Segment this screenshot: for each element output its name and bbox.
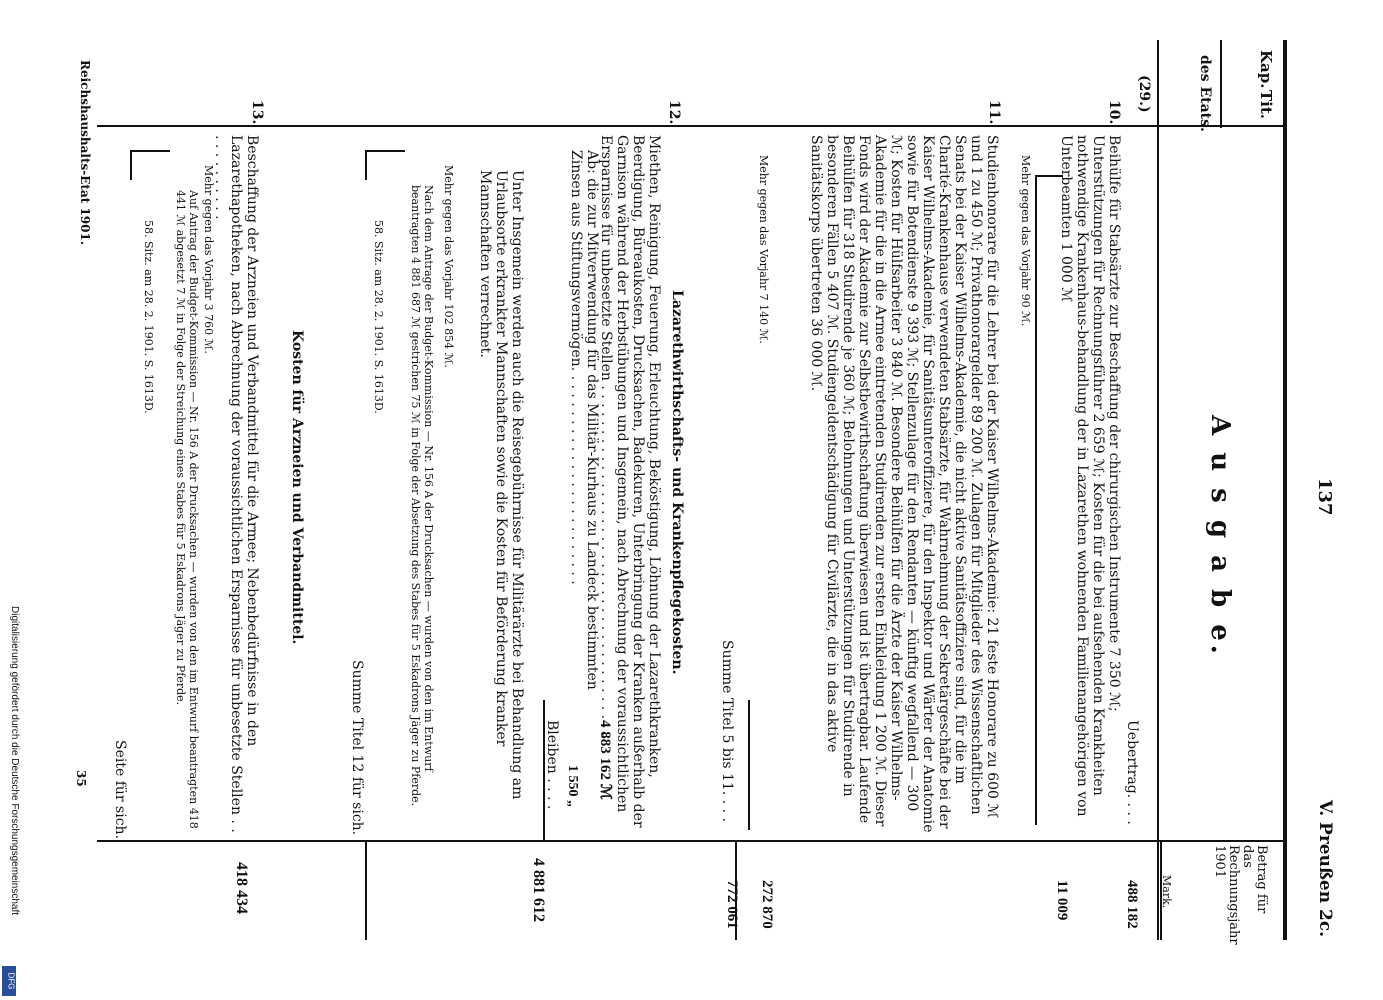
tit-11: 11. [986,100,1002,125]
header-des-etats: des Etats. [1197,55,1213,132]
r10-note: Mehr gegen das Vorjahr 90 ℳ. [1019,155,1032,327]
r12-unter-text: Unter Insgemein werden auch die Reisegebührnisse für Militärärzte bei Behandlung am Urlaubsorte erkrankter Mannschaften sowie die Kosten für Beförderung kranker Mannschaften verrechnet. [477,170,525,800]
tit-12: 12. [666,100,682,125]
r13-heading: Kosten für Arzneien und Verbandmittel. [289,330,305,645]
r12-note2: Nach dem Antrage der Budget-Kommission — Nr. 156 A der Drucksachen — wurden von den im Entwurf beantragten 4 881 687 ℳ gestrichen 75 ℳ in Folge der Absetzung des Stabes für 5 Eskadrons Jäger zu Pferde. [409,185,435,807]
r11-note: Mehr gegen das Vorjahr 7 140 ℳ. [757,155,770,344]
rule-top-thick [1283,40,1287,940]
rule-left-tit [97,125,1160,127]
r13-note2: Auf Antrag der Budget-Kommission — Nr. 156 A der Drucksachen — wurden von den im Entwurf beantragten 418 441 ℳ abgesetzt 7 ℳ in Folge der Streichung eines Stabes für 5 Eskadrons Jäger zu Pferde. [174,190,200,829]
r11-summe-amount: 772 061 [724,880,740,929]
r10-amount: 11 009 [1054,880,1070,921]
r13-text: Beschaffung der Arzneien und Verbandmittel für die Armee; Nebenbedürfnisse in den Lazarethapotheken, nach Abrechnung der voraussichtlichen Ersparnisse für unbesetzte Stellen . . . . . . . . . . . . [212,135,260,833]
r12-heading: Lazarethwirthschafts- und Krankenpflegekosten. [669,290,685,675]
dfg-logo [2,966,16,996]
r13-summe-label: Seite für sich. [112,740,128,840]
rule-bracket-r12 [365,150,405,152]
rule-col-kap [1160,125,1287,127]
r11-text: Studienhonorare für die Lehrer bei der Kaiser Wilhelms-Akademie: 21 feste Honorare zu 600 ℳ und 1 zu 450 ℳ; Privathonorargelder 89 200 ℳ. Zulagen für Mitglieder des Wissenschaftlichen Senats bei der Kaiser Wilhelms-Akademie, die nicht aktive Sanitätsoffiziere sind, für die im Charité-Krankenhause verwendeten Stabsärzte, für Wahrnehmung der Sekretärgeschäfte bei der Kaiser Wilhelms-Akademie, für Sanitätsunteroffiziere, für den Inspektor und Wärter der Anatomie sowie für Botendienste 9 393 ℳ; Stellenzulage für den Rendanten — künftig wegfallend — 300 ℳ; Kosten für Hülfsarbeiter 3 840 ℳ. Besondere Beihülfen für die Ärzte der Kaiser Wilhelms-Akademie für die in die Armee eintretenden Studirenden zur ersten Einkleidung 1 200 ℳ. Dieser Fonds wird der Akademie zur Selbstbewirthschaftung überwiesen und ist übertragbar. Laufende Beihülfen für 318 Studirende je 360 ℳ; Belohnungen und Unterstützungen für Studirende in besonderen Fällen 5 407 ℳ. Studiengeldentschädigung für Civilärzte, die in das aktive Sanitätskorps übertreten 36 000 ℳ. [808,135,1000,833]
r12-amount: 4 881 612 [530,858,547,922]
r12-ab-amount: 1 550 „ [565,765,580,807]
r12-bleiben-label: Bleiben . . . . [544,720,560,810]
r11-summe-label: Summe Titel 5 bis 11. . . . [719,640,735,822]
rule-header-bottom [1157,40,1159,940]
header-betrag: Betrag für das Rechnungsjahr 1901 [1212,845,1269,945]
rule-note-r10-b [1035,175,1037,825]
rule-bracket-r13 [130,150,170,152]
r13-amount: 418 434 [233,862,250,914]
kap-number: (29.) [1136,75,1152,113]
r13-note1: Mehr gegen das Vorjahr 3 760 ℳ. [202,165,215,354]
footer-sheet: 35 [74,770,88,787]
header-tit: Tit. [1257,90,1275,120]
section-title: V. Preußen 2c. [1315,800,1335,938]
r12-ab-text: Ab: die zur Mitverwendung für das Militär-Kurhaus zu Landeck bestimmten Zinsen aus Stiftungsvermögen. . . . . . . . . . . . . . . . . . . . . . . . . [568,150,600,690]
r12-summe-label: Summe Titel 12 für sich. [349,660,365,836]
r12-note1: Mehr gegen das Vorjahr 102 854 ℳ. [442,165,455,368]
margin-note: Digitalisierung gefördert durch die Deutsche Forschungsgemeinschaft [9,606,20,916]
page-number: 137 [1314,478,1335,516]
r12-text: Miethen, Reinigung, Feuerung, Erleuchtung, Beköstigung, Löhnung der Lazarethkranken, Beerdigung, Büreaukosten, Drucksachen, Badekuren, Unterbringung der Kranken außerhalb der Garnison während der Herbstübungen und Insgemein, nach Abrechnung der voraussichtlichen Ersparnisse für unbesetzte Stellen . . . . . . . . . . . . . . . . . . . . . . . . . . . . . . . . . . . . . . . . [598,135,662,828]
uebertrag-label: Uebertrag. . . . [1124,720,1140,825]
rule-row-sep-2 [365,840,367,940]
r12-note3: 58. Sitz. am 28. 2. 1901. S. 1613D. [372,220,385,414]
dfg-logo-text: DFG [6,972,16,990]
r13-note3: 58. Sitz. am 28. 2. 1901. S. 1613D. [142,220,155,414]
r12-gross: 4 883 162 ℳ [597,720,613,800]
r11-amount: 272 870 [759,880,775,929]
header-mark: Mark. [1160,875,1173,909]
uebertrag-amount: 488 182 [1124,880,1140,929]
rule-bracket-r13-v [130,150,132,180]
tit-13: 13. [249,100,265,125]
header-kap: Kap. [1257,50,1275,89]
r10-text: Beihülfe für Stabsärzte zur Beschaffung der chirurgischen Instrumente 7 350 ℳ; Unterstützungen für Rechnungsführer 2 659 ℳ; Kosten für die bei aufsehenden Krankheiten nothwendige Krankenhaus-behandlung der in Lazarethen wohnenden Familienangehörigen von Unterbeamten 1 000 ℳ [1058,135,1122,817]
footer-left: Reichshaushalts-Etat 1901. [78,60,92,246]
heading-ausgabe: A u s g a b e. [1205,415,1235,658]
rule-betrag-left [97,840,1287,842]
rule-bracket-r12-v [365,150,367,180]
rule-kap-tit-sep [1220,40,1222,128]
rule-summe-11 [748,700,750,830]
tit-10: 10. [1106,100,1122,125]
